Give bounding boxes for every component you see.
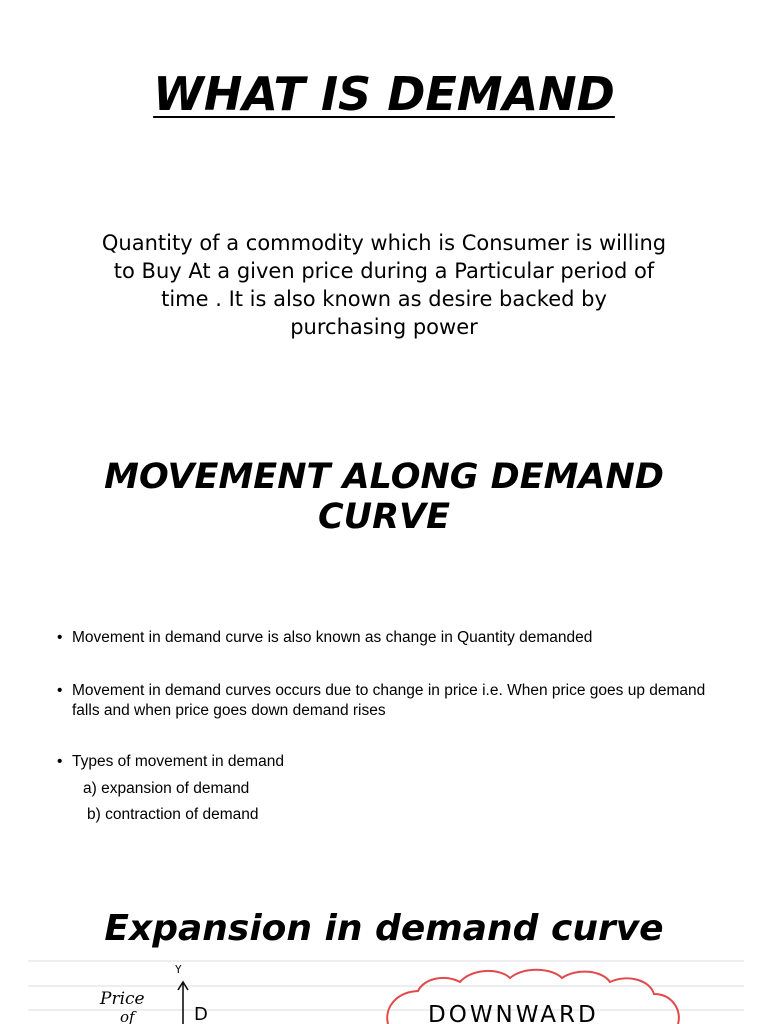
bullet-dot: • xyxy=(57,682,63,699)
slide-title-expansion-in-demand-curve: Expansion in demand curve xyxy=(104,908,664,949)
downward-cloud-text: DOWNWARD xyxy=(428,1002,599,1024)
slide-title-what-is-demand: WHAT IS DEMAND xyxy=(153,67,615,121)
bullet-item xyxy=(57,628,707,648)
bullet-dot: • xyxy=(57,629,63,646)
y-axis-label: Y xyxy=(175,963,182,976)
bullet-dot: • xyxy=(57,753,63,770)
price-of-label: of xyxy=(120,1008,135,1024)
bullet-text: Movement in demand curves occurs due to change in price i.e. When price goes up demand falls and when price goes down demand rises xyxy=(72,682,706,719)
handwritten-demand-sketch xyxy=(28,958,744,1024)
demand-curve-label: D xyxy=(194,1004,208,1024)
bullet-item xyxy=(57,752,707,772)
bullet-item xyxy=(57,681,707,721)
bullet-text: Movement in demand curve is also known as change in Quantity demanded xyxy=(72,629,593,646)
bullet-text: Types of movement in demand xyxy=(72,753,284,770)
demand-definition-text: Quantity of a commodity which is Consumer is willing to Buy At a given price during a Particular period of time . It is also known as desire backed by purchasing power xyxy=(101,231,667,339)
y-axis-arrow xyxy=(178,982,188,1024)
slide-title-movement-along-demand-curve: MOVEMENT ALONG DEMAND CURVE xyxy=(104,457,664,537)
subitem-contraction-of-demand: b) contraction of demand xyxy=(87,806,259,823)
price-label: Price xyxy=(100,989,145,1009)
subitem-expansion-of-demand: a) expansion of demand xyxy=(83,780,250,797)
